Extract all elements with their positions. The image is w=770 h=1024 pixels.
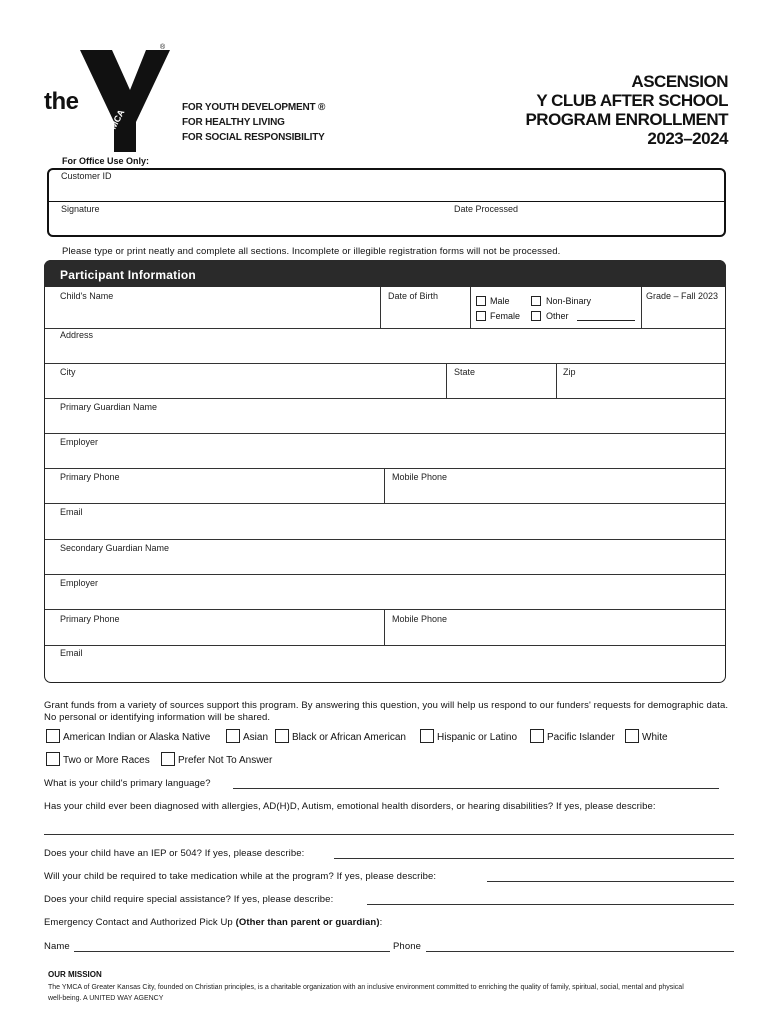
address-field[interactable] [48, 341, 723, 363]
white-checkbox[interactable] [625, 729, 639, 743]
emergency-colon: : [379, 917, 383, 928]
divider [45, 503, 725, 504]
medication-question: Will your child be required to take medication while at the program? If yes, please describe: [44, 871, 437, 882]
allergies-question: Has your child ever been diagnosed with allergies, AD(H)D, Autism, emotional health disorders, or hearing disabilities? If yes, please describe: [44, 801, 656, 812]
office-use-label: For Office Use Only: [62, 156, 150, 166]
mission-text: The YMCA of Greater Kansas City, founded on Christian principles, is a charitable organization with an inclusive environment committed to enriching the quality of family, spiritual, social, mental and physical well-being. A UNITED WAY AGENCY [48, 984, 684, 1002]
divider [45, 433, 725, 434]
zip-field[interactable] [558, 378, 723, 398]
emergency-bold: (Other than parent or guardian) [235, 917, 380, 928]
email-2-label: Email [60, 648, 83, 658]
phone-label: Phone [393, 941, 421, 952]
grade-label: Grade – Fall 2023 [646, 291, 719, 301]
state-label: State [454, 367, 476, 377]
iep-question: Does your child have an IEP or 504? If yes, please describe: [44, 848, 305, 859]
employer-label: Employer [60, 437, 99, 447]
participant-title: Participant Information [60, 268, 196, 282]
asian-checkbox[interactable] [226, 729, 240, 743]
tagline-social: FOR SOCIAL RESPONSIBILITY [182, 132, 325, 143]
divider [380, 287, 381, 328]
childs-name-field[interactable] [48, 302, 378, 326]
hispanic-label: Hispanic or Latino [437, 732, 518, 743]
grade-field[interactable] [644, 302, 724, 326]
divider [641, 287, 642, 328]
allergies-answer-line[interactable] [44, 834, 734, 835]
special-answer-line[interactable] [367, 904, 734, 905]
instructions-text: Please type or print neatly and complete all sections. Incomplete or illegible registration forms will not be processed. [62, 246, 561, 257]
dob-field[interactable] [384, 302, 468, 326]
two-or-more-label: Two or More Races [63, 755, 150, 766]
employer-field[interactable] [48, 448, 723, 468]
zip-label: Zip [563, 367, 576, 377]
customer-id-field[interactable] [50, 182, 722, 200]
signature-label: Signature [61, 204, 100, 214]
tagline-healthy: FOR HEALTHY LIVING [182, 117, 285, 128]
divider [384, 609, 385, 645]
female-label: Female [490, 311, 521, 321]
other-input-line[interactable] [577, 320, 635, 321]
mobile-phone-2-field[interactable] [386, 625, 723, 645]
city-field[interactable] [48, 378, 444, 398]
page-title-line3: PROGRAM ENROLLMENT [525, 110, 728, 129]
ymca-logo [78, 44, 173, 154]
special-question: Does your child require special assistance? If yes, please describe: [44, 894, 334, 905]
primary-phone-field[interactable] [48, 483, 382, 503]
american-indian-label: American Indian or Alaska Native [63, 732, 211, 743]
divider [45, 468, 725, 469]
hispanic-checkbox[interactable] [420, 729, 434, 743]
pacific-islander-label: Pacific Islander [547, 732, 615, 743]
page-title-line2: Y CLUB AFTER SCHOOL [536, 91, 728, 110]
divider [470, 287, 471, 328]
primary-guardian-field[interactable] [48, 413, 723, 433]
customer-id-label: Customer ID [61, 171, 112, 181]
language-answer-line[interactable] [233, 788, 719, 789]
dob-label: Date of Birth [388, 291, 439, 301]
non-binary-label: Non-Binary [546, 296, 592, 306]
divider [45, 574, 725, 575]
divider [556, 363, 557, 398]
other-checkbox[interactable] [531, 311, 541, 321]
divider [45, 645, 725, 646]
divider [45, 398, 725, 399]
primary-phone-2-label: Primary Phone [60, 614, 120, 624]
primary-guardian-label: Primary Guardian Name [60, 402, 158, 412]
primary-phone-2-field[interactable] [48, 625, 382, 645]
divider [45, 539, 725, 540]
logo-the-text: the [44, 88, 79, 115]
prefer-not-checkbox[interactable] [161, 752, 175, 766]
two-or-more-checkbox[interactable] [46, 752, 60, 766]
mission-title: OUR MISSION [48, 970, 102, 979]
address-label: Address [60, 330, 94, 340]
employer-2-field[interactable] [48, 589, 723, 609]
name-answer-line[interactable] [74, 951, 390, 952]
male-checkbox[interactable] [476, 296, 486, 306]
signature-field[interactable] [50, 214, 440, 234]
american-indian-checkbox[interactable] [46, 729, 60, 743]
page-title-line4: 2023–2024 [647, 129, 728, 148]
date-processed-field[interactable] [450, 214, 722, 234]
primary-phone-label: Primary Phone [60, 472, 120, 482]
registered-mark: ® [160, 44, 166, 51]
female-checkbox[interactable] [476, 311, 486, 321]
city-label: City [60, 367, 76, 377]
email-field[interactable] [48, 518, 723, 538]
mobile-phone-2-label: Mobile Phone [392, 614, 448, 624]
divider [45, 328, 725, 329]
other-label: Other [546, 311, 569, 321]
grant-text: Grant funds from a variety of sources support this program. By answering this question, you will help us respond to our funders' requests for demographic data. No personal or identifying information will be shared. [44, 700, 729, 723]
prefer-not-label: Prefer Not To Answer [178, 755, 273, 766]
phone-answer-line[interactable] [426, 951, 734, 952]
secondary-guardian-field[interactable] [48, 554, 723, 574]
emergency-heading [44, 917, 382, 928]
email-label: Email [60, 507, 83, 517]
white-label: White [642, 732, 668, 743]
divider [384, 468, 385, 503]
medication-answer-line[interactable] [487, 881, 734, 882]
language-question: What is your child's primary language? [44, 778, 211, 789]
asian-label: Asian [243, 732, 269, 743]
male-label: Male [490, 296, 510, 306]
pacific-islander-checkbox[interactable] [530, 729, 544, 743]
childs-name-label: Child's Name [60, 291, 114, 301]
mobile-phone-label: Mobile Phone [392, 472, 448, 482]
black-label: Black or African American [292, 732, 406, 743]
iep-answer-line[interactable] [334, 858, 734, 859]
email-2-field[interactable] [48, 659, 723, 679]
secondary-guardian-label: Secondary Guardian Name [60, 543, 170, 553]
divider [45, 363, 725, 364]
state-field[interactable] [448, 378, 554, 398]
name-label: Name [44, 941, 70, 952]
tagline-youth: FOR YOUTH DEVELOPMENT ® [182, 102, 326, 113]
employer-2-label: Employer [60, 578, 99, 588]
divider [446, 363, 447, 398]
mobile-phone-field[interactable] [386, 483, 723, 503]
black-checkbox[interactable] [275, 729, 289, 743]
emergency-text: Emergency Contact and Authorized Pick Up [44, 917, 233, 928]
office-divider [49, 201, 724, 202]
page-title-line1: ASCENSION [631, 72, 728, 91]
logo-ymca-text: YMCA [105, 107, 127, 137]
divider [45, 609, 725, 610]
date-processed-label: Date Processed [454, 204, 519, 214]
non-binary-checkbox[interactable] [531, 296, 541, 306]
